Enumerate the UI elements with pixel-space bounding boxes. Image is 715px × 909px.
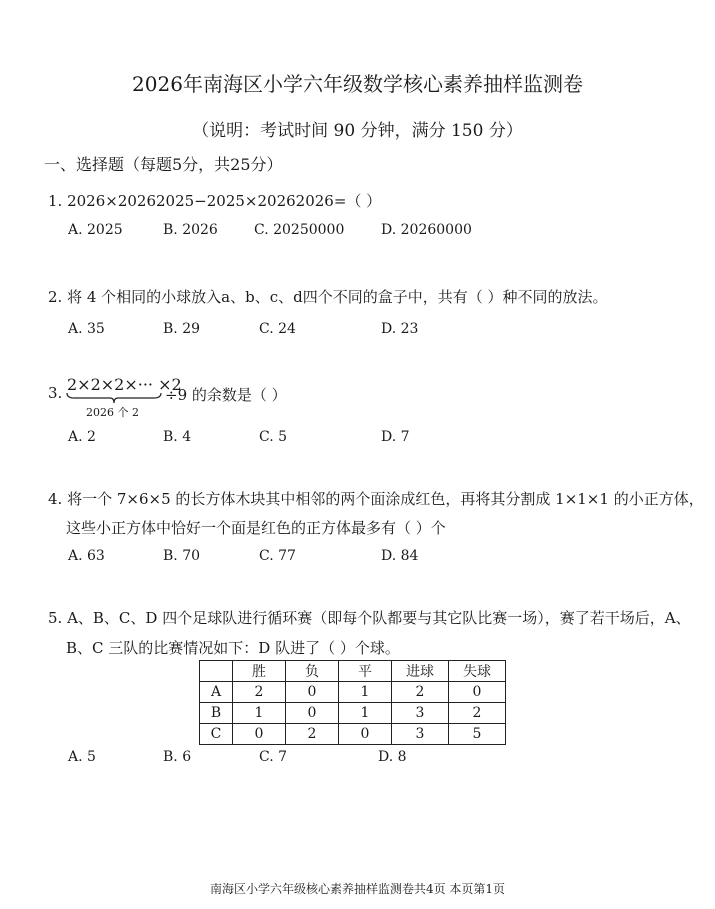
table-cell: 0: [339, 724, 392, 745]
table-cell: 5: [449, 724, 506, 745]
table-row: [200, 724, 506, 745]
table-cell: 1: [339, 682, 392, 703]
table-cell: 0: [286, 682, 339, 703]
question-5-option-d: D. 8: [378, 749, 407, 765]
table-header-cell: 进球: [392, 661, 449, 682]
question-2-option-c: C. 24: [259, 321, 296, 337]
section-heading: 一、选择题（每题5分，共25分）: [44, 155, 283, 174]
question-3-option-b: B. 4: [163, 429, 192, 445]
question-1-stem: 1. 2026×20262025−2025×20262026=（ ）: [48, 192, 382, 210]
question-5-stem-continued: B、C 三队的比赛情况如下：D 队进了（ ）个球。: [66, 639, 400, 657]
question-2-stem: 2. 将 4 个相同的小球放入a、b、c、d四个不同的盒子中，共有（ ）种不同的放法。: [48, 288, 608, 306]
question-4-option-a: A. 63: [68, 548, 105, 564]
table-header-cell: [200, 661, 233, 682]
page-footer: 南海区小学六年级核心素养抽样监测卷共4页 本页第1页: [209, 882, 506, 896]
question-2-option-a: A. 35: [68, 321, 105, 337]
table-cell: 1: [233, 703, 286, 724]
match-results-table: [199, 660, 506, 745]
table-cell: 1: [339, 703, 392, 724]
table-cell: 2: [392, 682, 449, 703]
exam-instructions: （说明：考试时间 90 分钟，满分 150 分）: [192, 121, 523, 141]
table-cell: 0: [233, 724, 286, 745]
exam-title: 2026年南海区小学六年级数学核心素养抽样监测卷: [132, 72, 583, 96]
question-1-option-b: B. 2026: [163, 222, 218, 238]
table-cell: 3: [392, 703, 449, 724]
question-5-option-a: A. 5: [68, 749, 96, 765]
table-header-cell: 平: [339, 661, 392, 682]
table-header-cell: 失球: [449, 661, 506, 682]
question-5-stem: 5. A、B、C、D 四个足球队进行循环赛（即每个队都要与其它队比赛一场），赛了若干场后，A、: [48, 609, 691, 627]
question-3-expression: 2×2×2×··· ×2: [67, 375, 182, 394]
table-row: [200, 682, 506, 703]
question-4-stem-continued: 这些小正方体中恰好一个面是红色的正方体最多有（ ）个: [66, 519, 446, 537]
question-4-option-c: C. 77: [259, 548, 296, 564]
underbrace-icon: [66, 392, 162, 404]
question-1-option-c: C. 20250000: [254, 222, 345, 238]
table-header-row: [200, 661, 506, 682]
question-4-stem: 4. 将一个 7×6×5 的长方体木块其中相邻的两个面涂成红色，再将其分割成 1×1×1 的小正方体，: [48, 490, 704, 508]
question-2-option-b: B. 29: [163, 321, 201, 337]
table-cell: B: [200, 703, 233, 724]
table-header-cell: 胜: [233, 661, 286, 682]
question-3-underbrace-label: 2026 个 2: [86, 406, 139, 419]
question-2-option-d: D. 23: [381, 321, 419, 337]
table-row: [200, 703, 506, 724]
table-cell: 2: [286, 724, 339, 745]
table-cell: A: [200, 682, 233, 703]
question-4-option-d: D. 84: [381, 548, 419, 564]
question-4-option-b: B. 70: [163, 548, 201, 564]
question-5-option-c: C. 7: [259, 749, 288, 765]
table-cell: 0: [286, 703, 339, 724]
question-1-option-d: D. 20260000: [381, 222, 472, 238]
question-3-number: 3.: [48, 384, 63, 402]
table-cell: 2: [449, 703, 506, 724]
table-header-cell: 负: [286, 661, 339, 682]
table-cell: 0: [449, 682, 506, 703]
question-5-option-b: B. 6: [163, 749, 192, 765]
question-1-option-a: A. 2025: [68, 222, 123, 238]
question-3-option-c: C. 5: [259, 429, 288, 445]
table-cell: 2: [233, 682, 286, 703]
table-cell: 3: [392, 724, 449, 745]
question-3-option-a: A. 2: [68, 429, 96, 445]
table-cell: C: [200, 724, 233, 745]
question-3-stem: ÷9 的余数是（ ）: [165, 386, 287, 404]
question-3-option-d: D. 7: [381, 429, 410, 445]
